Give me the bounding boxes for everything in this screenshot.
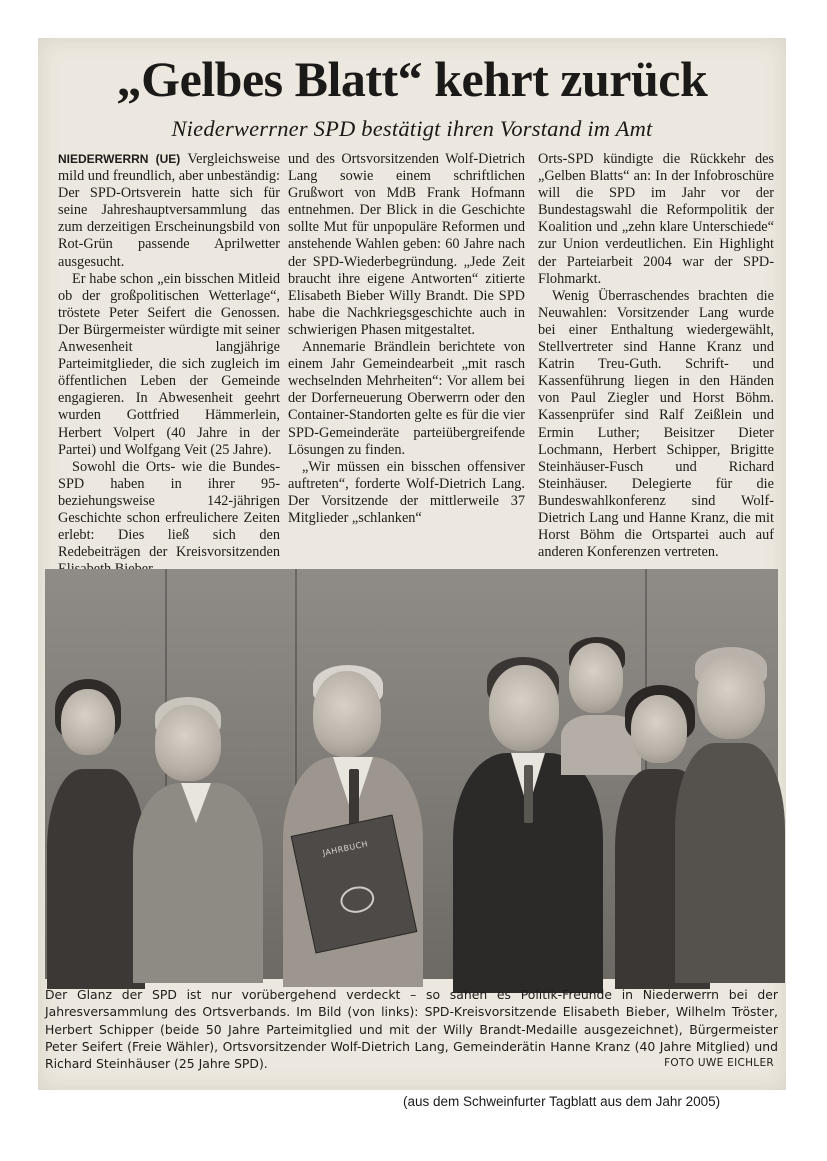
article-column-3 — [538, 151, 774, 561]
article-paragraph: Annemarie Brändlein berichtete von einem Jahr Gemeindearbeit „mit rasch wechselnden Mehrheiten“: Vor allem bei der Dorferneuerung Oberwerrn oder den Container-Standorten gelte es für die vier SPD-Gemeinderäte parteiübergreifende Lösungen zu finden. — [288, 339, 525, 458]
article-paragraph — [58, 151, 280, 271]
paragraph-text: Vergleichsweise mild und freundlich, aber unbeständig: Der SPD-Ortsverein hatte sich für seine Jahreshauptversammlung das zum derzeitigen Erscheinungsbild von Rot-Grün passende Aprilwetter ausgesucht. — [58, 151, 280, 270]
article-paragraph: Wenig Überraschendes brachten die Neuwahlen: Vorsitzender Lang wurde bei einer Enthaltung wiedergewählt, Stellvertreter sind Hanne Kranz und Katrin Treu-Guth. Schrift- und Kassenführung liegen in den Händen von Paul Ziegler und Horst Böhm. Kassenprüfer sind Ralf Zeißlein und Ermin Luther; Beisitzer Dieter Lochmann, Herbert Schipper, Brigitte Steinhäuser-Fusch und Richard Steinhäuser. Delegierte für die Bundeswahlkonferenz sind Wolf-Dietrich Lang und Hanne Kranz, die mit Horst Böhm die Ortspartei auch auf anderen Konferenzen vertreten. — [538, 287, 774, 561]
headline: „Gelbes Blatt“ kehrt zurück — [116, 51, 708, 107]
article-paragraph: Er habe schon „ein bisschen Mitleid ob der großpolitischen Wetterlage“, tröstete Peter Seifert die Genossen. Der Bürgermeister würdigte mit seiner Anwesenheit langjährige Parteimitglieder, die sich zugleich im öffentlichen Leben der Gemeinde engagieren. In Abwesenheit geehrt wurden Gottfried Hämmerlein, Herbert Volpert (40 Jahre in der Partei) und Wolfgang Veit (25 Jahre). — [58, 270, 280, 458]
group-photo — [45, 569, 778, 979]
article-paragraph: Sowohl die Orts- wie die Bundes-SPD haben in ihrer 95- beziehungsweise 142-jährigen Geschichte schon erfreulichere Zeiten erlebt: Dies ließ sich den Redebeiträgen der Kreisvorsitzenden — [58, 458, 280, 561]
photo-caption: Der Glanz der SPD ist nur vorübergehend verdeckt – so sahen es Politik-Freunde in Niederwerrn bei der Jahresversammlung des Ortsverbands. Im Bild (von links): SPD-Kreisvorsitzende Elisabeth Bieber, Wilhelm Tröster, Herbert Schipper (beide 50 Jahre Parteimitglied und mit der Willy Brandt-Medaille ausgezeichnet), Bürgermeister Peter Seifert (Freie Wähler), Ortsvorsitzender Wolf-Dietrich Lang, Gemeinderätin Hanne Kranz (40 Jahre Mitglied) und Richard Steinhäuser (25 Jahre SPD). — [45, 987, 778, 1072]
article-column-2 — [288, 151, 525, 551]
source-note: (aus dem Schweinfurter Tagblatt aus dem Jahr 2005) — [403, 1094, 721, 1109]
folder-label: JAHRBUCH — [321, 839, 369, 858]
article-paragraph: Orts-SPD kündigte die Rückkehr des „Gelben Blatts“ an: In der Infobroschüre will die SPD im Jahr vor der Bundestagswahl die Reformpolitik der Koalition und „zehn klare Unterschiede“ zur Union verdeutlichen. Ein Highlight der Parteiarbeit 2004 war der SPD-Flohmarkt. — [538, 151, 774, 287]
subheadline: Niederwerrner SPD bestätigt ihren Vorstand im Amt — [171, 116, 653, 141]
article-paragraph: „Wir müssen ein bisschen offensiver auftreten“, forderte Wolf-Dietrich Lang. Der Vorsitzende der mittlerweile 37 Mitglieder „schlanken“ — [288, 458, 525, 526]
article-paragraph: und des Ortsvorsitzenden Wolf-Dietrich Lang sowie einem schriftlichen Grußwort von MdB Frank Hofmann entnehmen. Der Blick in die Geschichte sollte Mut für unpopuläre Reformen und anstehende Wahlen geben: 60 Jahre nach der SPD-Wiederbegründung. „Jede Zeit braucht ihre eigene Antworten“ zitierte Elisabeth Bieber Willy Brandt. Die SPD habe die Nachkriegsgeschichte auch in schwierigen Phasen mitgestaltet. — [288, 151, 525, 338]
folder-emblem-icon — [338, 883, 377, 916]
dateline: NIEDERWERRN (UE) — [58, 152, 181, 166]
photo-credit: FOTO UWE EICHLER — [664, 1057, 774, 1069]
article-column-1 — [58, 151, 280, 561]
newspaper-clipping — [38, 38, 786, 1090]
